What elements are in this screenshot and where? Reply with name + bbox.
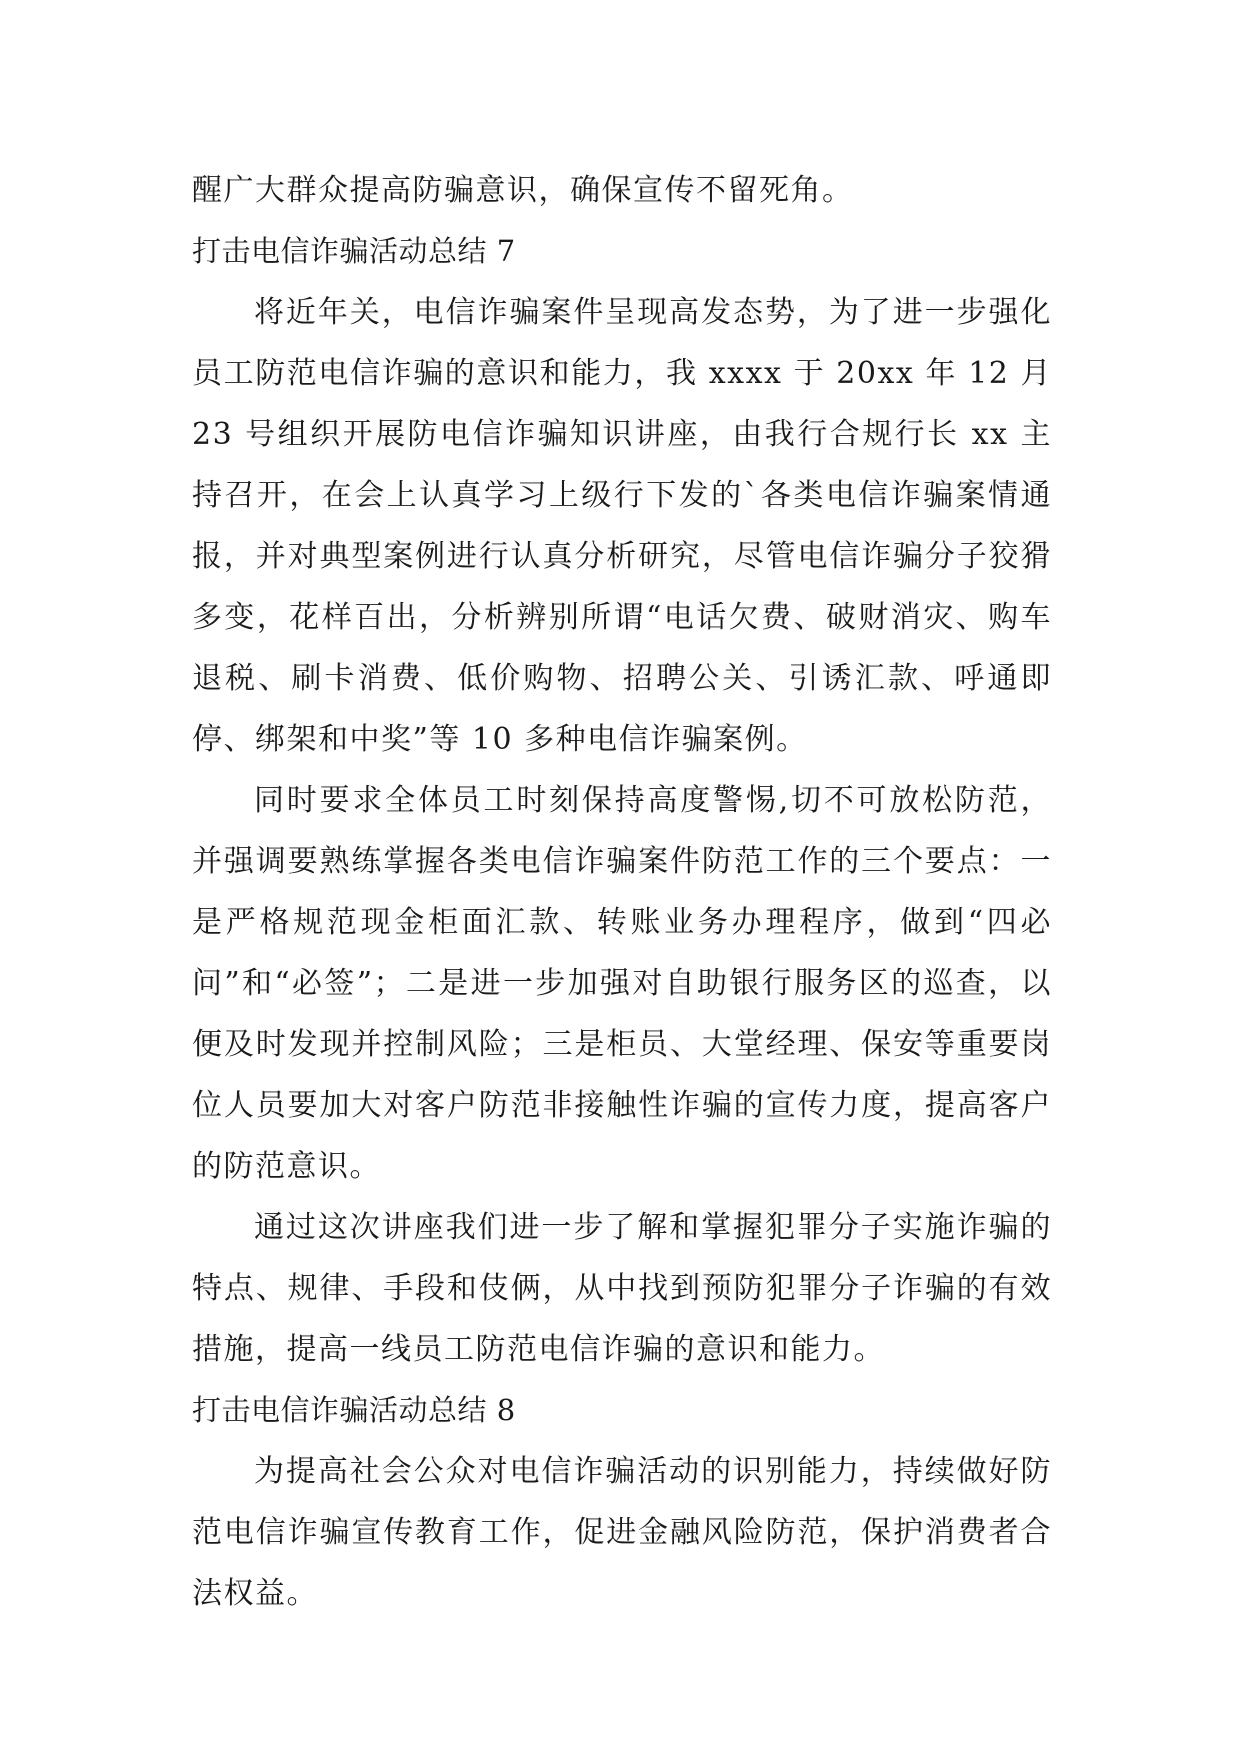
lead-line: 醒广大群众提高防骗意识，确保宣传不留死角。 (192, 173, 854, 208)
paragraph: 将近年关，电信诈骗案件呈现高发态势，为了进一步强化员工防范电信诈骗的意识和能力，我 xxxx 于 20xx 年 12 月 23 号组织开展防电信诈骗知识讲座，由我行合规行长 xx 主持召开，在会上认真学习上级行下发的`各类电信诈骗案情通报，并对典型案例进行认真分析研究，尽管电信诈骗分子狡猾多变，花样百出，分析辨别所谓“电话欠费、破财消灾、购车退税、刷卡消费、低价购物、招聘公关、引诱汇款、呼通即停、绑架和中奖”等 10 多种电信诈骗案例。 (192, 295, 1052, 757)
document-body (192, 160, 1052, 1624)
paragraph: 为提高社会公众对电信诈骗活动的识别能力，持续做好防范电信诈骗宣传教育工作，促进金融风险防范，保护消费者合法权益。 (192, 1454, 1052, 1611)
paragraph: 同时要求全体员工时刻保持高度警惕,切不可放松防范，并强调要熟练掌握各类电信诈骗案件防范工作的三个要点：一是严格规范现金柜面汇款、转账业务办理程序，做到“四必问”和“必签”；二是进一步加强对自助银行服务区的巡查，以便及时发现并控制风险；三是柜员、大堂经理、保安等重要岗位人员要加大对客户防范非接触性诈骗的宣传力度，提高客户的防范意识。 (192, 783, 1052, 1184)
section-title-7: 打击电信诈骗活动总结 7 (192, 234, 516, 268)
paragraph: 通过这次讲座我们进一步了解和掌握犯罪分子实施诈骗的特点、规律、手段和伎俩，从中找到预防犯罪分子诈骗的有效措施，提高一线员工防范电信诈骗的意识和能力。 (192, 1210, 1052, 1367)
section-title-8: 打击电信诈骗活动总结 8 (192, 1393, 516, 1427)
